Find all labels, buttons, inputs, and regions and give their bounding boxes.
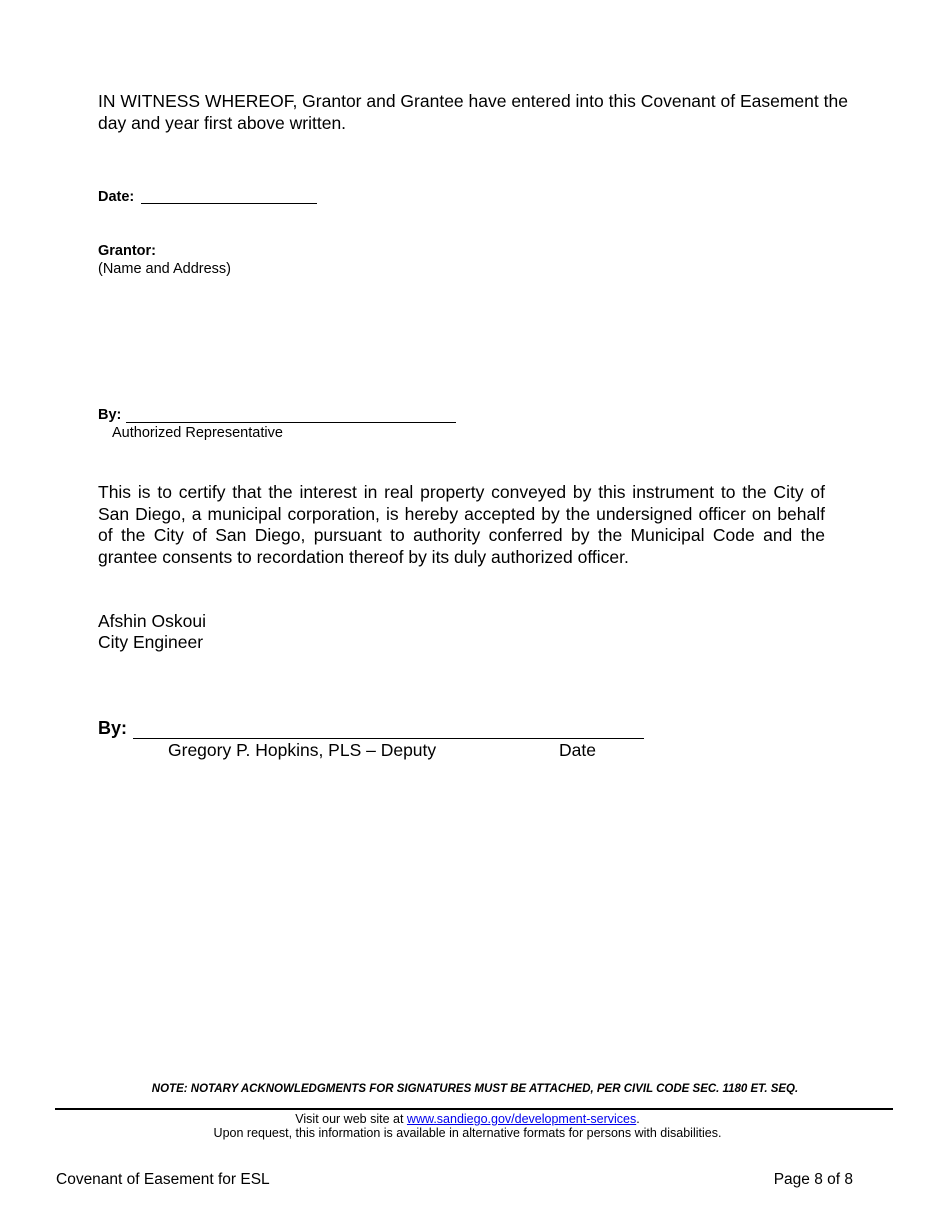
accessibility-note: Upon request, this information is available in alternative formats for persons with disabilities. <box>213 1126 722 1140</box>
date-label: Date: <box>98 189 135 205</box>
notary-note: NOTE: NOTARY ACKNOWLEDGMENTS FOR SIGNATURES MUST BE ATTACHED, PER CIVIL CODE SEC. 1180 ET. SEQ. <box>151 1083 799 1095</box>
website-link[interactable]: www.sandiego.gov/development-services <box>406 1112 637 1126</box>
footer-divider <box>55 1108 893 1110</box>
website-prefix: Visit our web site at <box>295 1112 404 1126</box>
city-date-label: Date <box>559 740 596 760</box>
website-line <box>0 1112 935 1127</box>
certification-paragraph: This is to certify that the interest in real property conveyed by this instrument to the City of San Diego, a municipal corporation, is hereby accepted by the undersigned officer on behalf of the City of San Diego, pursuant to authority conferred by the Municipal Code and the grantee consents to recordation thereof by its duly authorized officer. <box>98 482 825 567</box>
engineer-name: Afshin Oskoui <box>98 611 206 631</box>
city-signer-name: Gregory P. Hopkins, PLS – Deputy <box>168 740 437 760</box>
grantor-label: Grantor: <box>98 243 156 259</box>
city-signature-line[interactable] <box>133 720 644 739</box>
city-by-label: By: <box>98 718 128 738</box>
document-title-footer: Covenant of Easement for ESL <box>56 1171 270 1188</box>
grantor-signature-caption: Authorized Representative <box>112 425 283 441</box>
grantor-signature-line[interactable] <box>126 406 456 423</box>
grantor-by-label: By: <box>98 407 122 423</box>
engineer-title: City Engineer <box>98 632 204 652</box>
grantor-subtitle: (Name and Address) <box>98 261 231 277</box>
page-number: Page 8 of 8 <box>773 1171 853 1188</box>
website-suffix: . <box>636 1112 640 1126</box>
witness-paragraph: IN WITNESS WHEREOF, Grantor and Grantee have entered into this Covenant of Easement the day and year first above written. <box>98 91 848 133</box>
date-signature-line[interactable] <box>141 187 317 204</box>
